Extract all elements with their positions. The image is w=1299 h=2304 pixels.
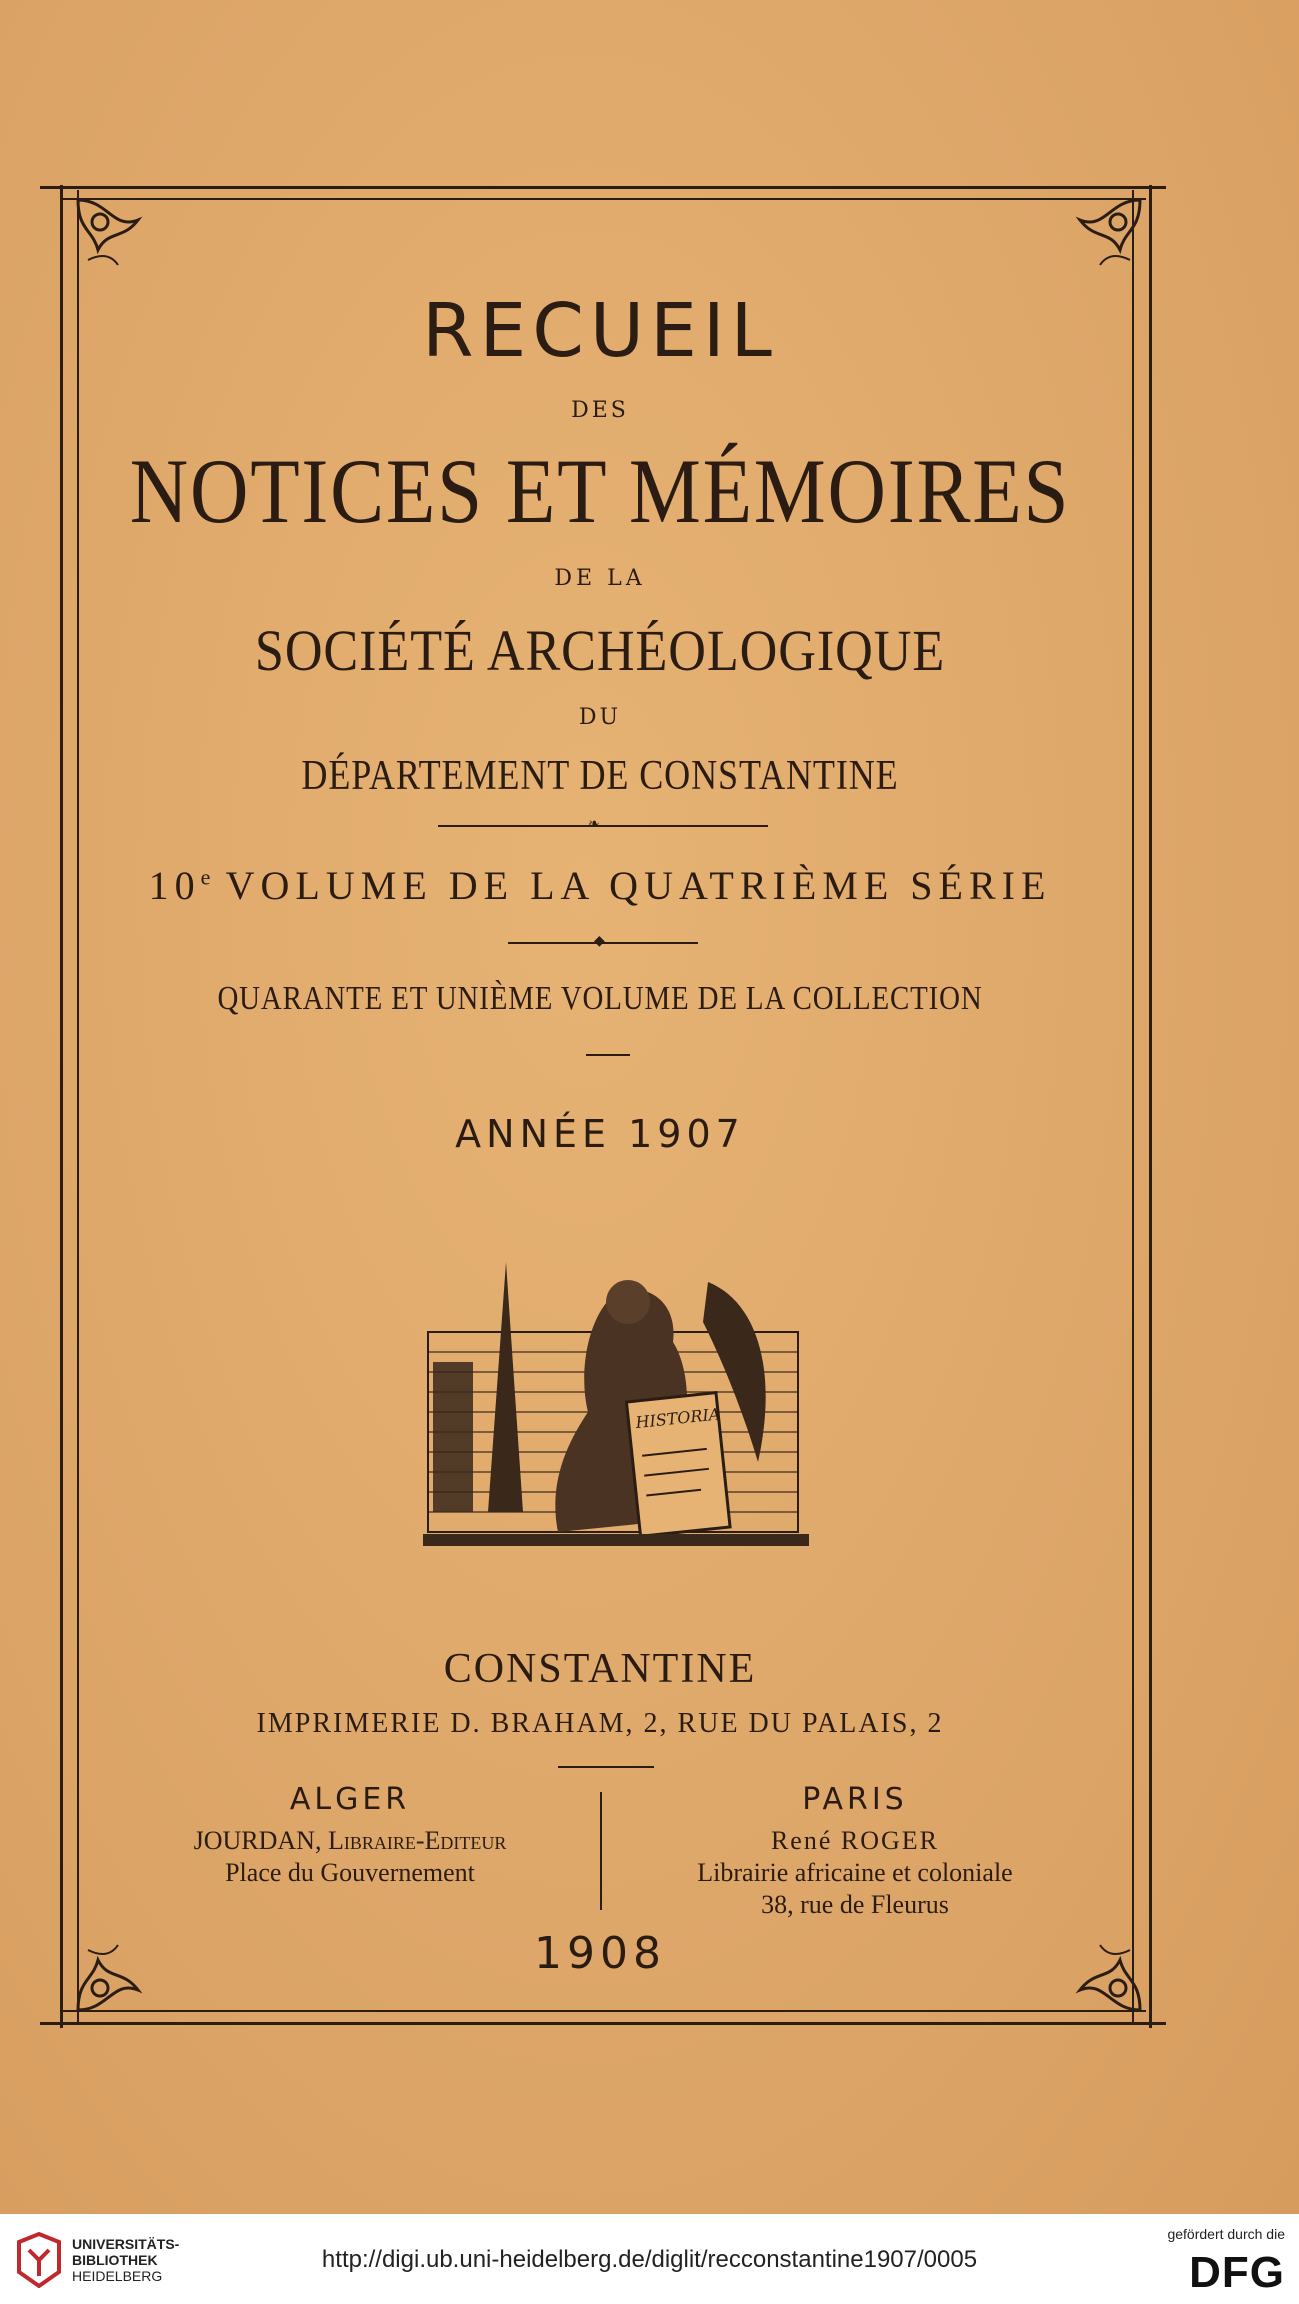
title-societe-archeologique: SOCIÉTÉ ARCHÉOLOGIQUE: [254, 618, 946, 683]
title-departement: DÉPARTEMENT DE CONSTANTINE: [301, 753, 899, 799]
top-border-inner: [60, 198, 1146, 200]
volume-superscript: e: [200, 864, 211, 890]
volume-number: 10: [148, 863, 201, 908]
historia-tablet-text: HISTORIA: [634, 1404, 722, 1433]
library-line-2: BIBLIOTHEK: [72, 2252, 158, 2268]
alger-publisher-role: Libraire-Editeur: [321, 1826, 507, 1855]
imprimerie-line: IMPRIMERIE D. BRAHAM, 2, RUE DU PALAIS, 2: [256, 1708, 944, 1739]
library-line-3: HEIDELBERG: [72, 2268, 163, 2284]
paris-column: [630, 1782, 1080, 1921]
alger-city: ALGER: [289, 1782, 411, 1817]
imprint-city: CONSTANTINE: [443, 1646, 757, 1692]
word-du: DU: [578, 705, 622, 730]
alger-column: [130, 1782, 570, 1889]
paris-address: 38, rue de Fleurus: [761, 1890, 949, 1919]
alger-publisher-line: [130, 1825, 570, 1857]
paris-publisher: René ROGER: [770, 1826, 940, 1855]
bottom-border-outer: [40, 2022, 1166, 2025]
word-des: DES: [571, 398, 629, 423]
permalink-url[interactable]: http://digi.ub.uni-heidelberg.de/diglit/recconstantine1907/0005: [321, 2246, 978, 2273]
title-notices-memoires: NOTICES ET MÉMOIRES: [129, 440, 1071, 542]
alger-publisher: JOURDAN,: [193, 1826, 322, 1855]
funding-note: gefördert durch die: [1167, 2226, 1285, 2242]
collection-volume-line: QUARANTE ET UNIÈME VOLUME DE LA COLLECTION: [217, 980, 983, 1017]
divider-ornament-2: ◆: [594, 933, 605, 949]
volume-line: [0, 862, 1200, 909]
word-de-la: DE LA: [554, 566, 646, 591]
paris-city: PARIS: [802, 1782, 908, 1817]
title-recueil: RECUEIL: [422, 288, 778, 374]
top-border-outer: [40, 186, 1166, 189]
historia-vignette-illustration: [418, 1262, 814, 1562]
volume-text: VOLUME DE LA QUATRIÈME SÉRIE: [210, 863, 1052, 908]
year-annee: ANNÉE 1907: [455, 1112, 745, 1156]
alger-address: Place du Gouvernement: [225, 1858, 475, 1887]
divider-rule-3: [586, 1054, 630, 1056]
corner-ornament-top-right: [1060, 190, 1150, 280]
column-separator: [600, 1792, 602, 1910]
dfg-logo: DFG: [1189, 2248, 1285, 2297]
digitization-footer: [0, 2214, 1299, 2304]
bottom-border-inner: [60, 2010, 1146, 2012]
library-line-1: UNIVERSITÄTS-: [72, 2236, 180, 2252]
divider-rule-1: [438, 825, 768, 827]
divider-rule-4: [558, 1766, 654, 1768]
publication-year: 1908: [534, 1928, 666, 1979]
paris-shop: Librairie africaine et coloniale: [697, 1858, 1013, 1887]
divider-ornament-1: ❧: [588, 816, 600, 832]
corner-ornament-top-left: [68, 190, 158, 280]
